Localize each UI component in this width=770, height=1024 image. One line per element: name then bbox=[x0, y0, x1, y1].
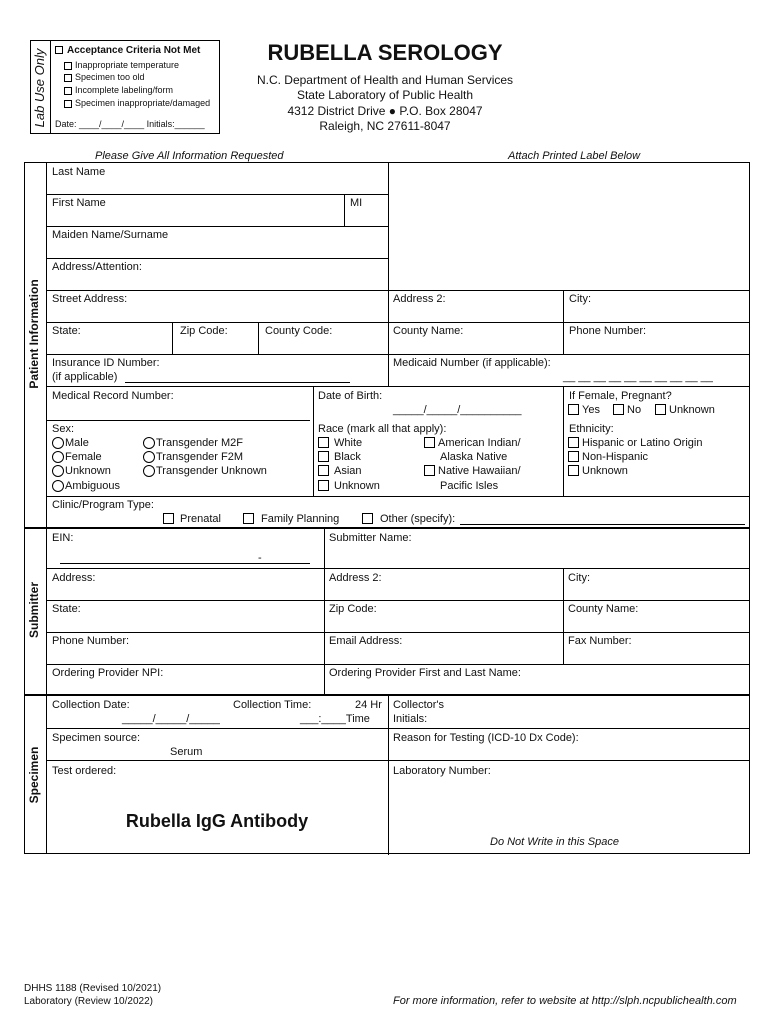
race-asian-checkbox[interactable] bbox=[318, 465, 329, 476]
sex-option: Male bbox=[65, 437, 89, 449]
submitter-name-label: Submitter Name: bbox=[329, 532, 412, 544]
instructions-left: Please Give All Information Requested bbox=[95, 150, 284, 162]
pregnant-yes-checkbox[interactable] bbox=[568, 404, 579, 415]
race-option: Asian bbox=[334, 465, 362, 477]
provider-name-label: Ordering Provider First and Last Name: bbox=[329, 667, 521, 679]
lab-criteria-checkbox[interactable] bbox=[64, 100, 72, 108]
race-native-hawaiian-checkbox[interactable] bbox=[424, 465, 435, 476]
specimen-source-label: Specimen source: bbox=[52, 732, 141, 744]
website-info: For more information, refer to website at http://slph.ncpublichealth.com bbox=[393, 995, 737, 1007]
sex-ambiguous-radio[interactable] bbox=[52, 480, 64, 492]
ein-label: EIN: bbox=[52, 532, 74, 544]
sex-trans-unknown-radio[interactable] bbox=[143, 465, 155, 477]
last-name-label: Last Name bbox=[52, 166, 106, 178]
specimen-source-value: Serum bbox=[170, 746, 203, 758]
ethnicity-option: Unknown bbox=[582, 465, 628, 477]
ethnicity-label: Ethnicity: bbox=[569, 423, 614, 435]
section-patient-information: Patient Information bbox=[27, 279, 41, 389]
acceptance-heading: Acceptance Criteria Not Met bbox=[67, 45, 201, 56]
race-option: Pacific Isles bbox=[440, 480, 499, 492]
sex-male-radio[interactable] bbox=[52, 437, 64, 449]
dob-blank[interactable]: _____/_____/__________ bbox=[393, 404, 522, 416]
race-option: Alaska Native bbox=[440, 451, 508, 463]
pregnant-unknown-checkbox[interactable] bbox=[655, 404, 666, 415]
ethnicity-hispanic-checkbox[interactable] bbox=[568, 437, 579, 448]
lab-criteria-checkbox[interactable] bbox=[64, 74, 72, 82]
collectors-label: Collector's bbox=[393, 699, 445, 711]
form-title: RUBELLA SEROLOGY bbox=[267, 40, 503, 65]
race-option: Black bbox=[334, 451, 361, 463]
race-american-indian-checkbox[interactable] bbox=[424, 437, 435, 448]
ethnicity-non-hispanic-checkbox[interactable] bbox=[568, 451, 579, 462]
maiden-name-label: Maiden Name/Surname bbox=[52, 229, 169, 241]
test-ordered-value: Rubella IgG Antibody bbox=[125, 811, 309, 831]
state-label: State: bbox=[52, 325, 81, 337]
provider-npi-label: Ordering Provider NPI: bbox=[52, 667, 164, 679]
test-ordered-label: Test ordered: bbox=[52, 765, 117, 777]
lab-criteria-item: Inappropriate temperature bbox=[75, 60, 180, 70]
ethnicity-option: Hispanic or Latino Origin bbox=[582, 437, 703, 449]
insurance-line[interactable] bbox=[125, 382, 350, 383]
do-not-write-label: Do Not Write in this Space bbox=[490, 836, 619, 848]
ethnicity-unknown-checkbox[interactable] bbox=[568, 465, 579, 476]
clinic-option: Family Planning bbox=[261, 513, 340, 525]
insurance-label: Insurance ID Number: bbox=[52, 357, 160, 369]
clinic-option: Prenatal bbox=[180, 513, 221, 525]
sex-m2f-radio[interactable] bbox=[143, 437, 155, 449]
lab-criteria-item: Specimen inappropriate/damaged bbox=[75, 98, 211, 108]
submitter-phone-label: Phone Number: bbox=[52, 635, 130, 647]
submitter-address-label: Address: bbox=[52, 572, 96, 584]
ein-dash: - bbox=[258, 552, 262, 564]
phone-label: Phone Number: bbox=[569, 325, 647, 337]
header-line: N.C. Department of Health and Human Services bbox=[256, 73, 514, 87]
lab-criteria-item: Incomplete labeling/form bbox=[75, 85, 174, 95]
form-review: Laboratory (Review 10/2022) bbox=[24, 996, 153, 1007]
label-attach-area[interactable] bbox=[390, 164, 748, 288]
form-number: DHHS 1188 (Revised 10/2021) bbox=[24, 983, 162, 994]
sex-option: Transgender Unknown bbox=[156, 465, 267, 477]
pregnant-option: No bbox=[627, 404, 642, 416]
clinic-other-checkbox[interactable] bbox=[362, 513, 373, 524]
acceptance-checkbox[interactable] bbox=[55, 46, 63, 54]
header-line: State Laboratory of Public Health bbox=[296, 88, 474, 102]
sex-option: Unknown bbox=[65, 465, 111, 477]
submitter-address2-label: Address 2: bbox=[329, 572, 382, 584]
time-24hr-label: 24 Hr bbox=[355, 699, 382, 711]
submitter-fax-label: Fax Number: bbox=[568, 635, 632, 647]
lab-criteria-checkbox[interactable] bbox=[64, 62, 72, 70]
county-code-label: County Code: bbox=[265, 325, 333, 337]
lab-use-only-label: Lab Use Only bbox=[32, 48, 47, 128]
clinic-other-line[interactable] bbox=[460, 524, 745, 525]
reason-for-testing-label: Reason for Testing (ICD-10 Dx Code): bbox=[393, 732, 579, 744]
zip-label: Zip Code: bbox=[180, 325, 228, 337]
collection-date-label: Collection Date: bbox=[52, 699, 130, 711]
sex-option: Female bbox=[65, 451, 102, 463]
section-submitter: Submitter bbox=[27, 582, 41, 639]
race-option: American Indian/ bbox=[438, 437, 521, 449]
submitter-county-name-label: County Name: bbox=[568, 603, 639, 615]
pregnant-option: Unknown bbox=[669, 404, 715, 416]
medicaid-label: Medicaid Number (if applicable): bbox=[393, 357, 551, 369]
lab-date-initials: Date: ____/____/____ Initials:______ bbox=[55, 119, 205, 129]
city-label: City: bbox=[569, 293, 591, 305]
header-line: 4312 District Drive ● P.O. Box 28047 bbox=[287, 104, 483, 118]
race-option: Unknown bbox=[334, 480, 380, 492]
section-specimen: Specimen bbox=[27, 746, 41, 804]
ethnicity-option: Non-Hispanic bbox=[582, 451, 649, 463]
clinic-label: Clinic/Program Type: bbox=[52, 499, 154, 511]
race-unknown-checkbox[interactable] bbox=[318, 480, 329, 491]
mi-label: MI bbox=[350, 197, 363, 209]
race-option: White bbox=[334, 437, 363, 449]
medicaid-blanks[interactable]: __ __ __ __ __ __ __ __ __ __ bbox=[563, 371, 713, 383]
sex-label: Sex: bbox=[52, 423, 75, 435]
street-address-label: Street Address: bbox=[52, 293, 128, 305]
clinic-option: Other (specify): bbox=[380, 513, 456, 525]
pregnant-label: If Female, Pregnant? bbox=[569, 390, 672, 402]
pregnant-option: Yes bbox=[582, 404, 600, 416]
mrn-label: Medical Record Number: bbox=[52, 390, 174, 402]
race-option: Native Hawaiian/ bbox=[438, 465, 521, 477]
submitter-email-label: Email Address: bbox=[329, 635, 403, 647]
collectors-initials-label: Initials: bbox=[393, 713, 428, 725]
lab-criteria-item: Specimen too old bbox=[75, 72, 145, 82]
race-white-checkbox[interactable] bbox=[318, 437, 329, 448]
first-name-label: First Name bbox=[52, 197, 106, 209]
address-attention-label: Address/Attention: bbox=[52, 261, 142, 273]
submitter-state-label: State: bbox=[52, 603, 81, 615]
pregnant-no-checkbox[interactable] bbox=[613, 404, 624, 415]
collection-time-label: Collection Time: bbox=[233, 699, 312, 711]
dob-label: Date of Birth: bbox=[318, 390, 383, 402]
insurance-label-sub: (if applicable) bbox=[52, 371, 118, 383]
submitter-zip-label: Zip Code: bbox=[329, 603, 377, 615]
race-black-checkbox[interactable] bbox=[318, 451, 329, 462]
sex-option: Transgender M2F bbox=[156, 437, 244, 449]
lab-criteria-checkbox[interactable] bbox=[64, 87, 72, 95]
county-name-label: County Name: bbox=[393, 325, 464, 337]
race-label: Race (mark all that apply): bbox=[318, 423, 447, 435]
sex-option: Transgender F2M bbox=[156, 451, 244, 463]
sex-female-radio[interactable] bbox=[52, 451, 64, 463]
ein-line[interactable] bbox=[60, 563, 310, 564]
instructions-right: Attach Printed Label Below bbox=[508, 150, 641, 162]
collection-date-blank[interactable]: _____/_____/_____ bbox=[122, 713, 220, 725]
clinic-prenatal-checkbox[interactable] bbox=[163, 513, 174, 524]
laboratory-number-label: Laboratory Number: bbox=[393, 765, 491, 777]
submitter-city-label: City: bbox=[568, 572, 590, 584]
address2-label: Address 2: bbox=[393, 293, 446, 305]
sex-option: Ambiguous bbox=[65, 480, 121, 492]
clinic-family-planning-checkbox[interactable] bbox=[243, 513, 254, 524]
sex-unknown-radio[interactable] bbox=[52, 465, 64, 477]
sex-f2m-radio[interactable] bbox=[143, 451, 155, 463]
collection-time-blank[interactable]: ___:____Time bbox=[300, 713, 370, 725]
header-line: Raleigh, NC 27611-8047 bbox=[319, 119, 451, 133]
